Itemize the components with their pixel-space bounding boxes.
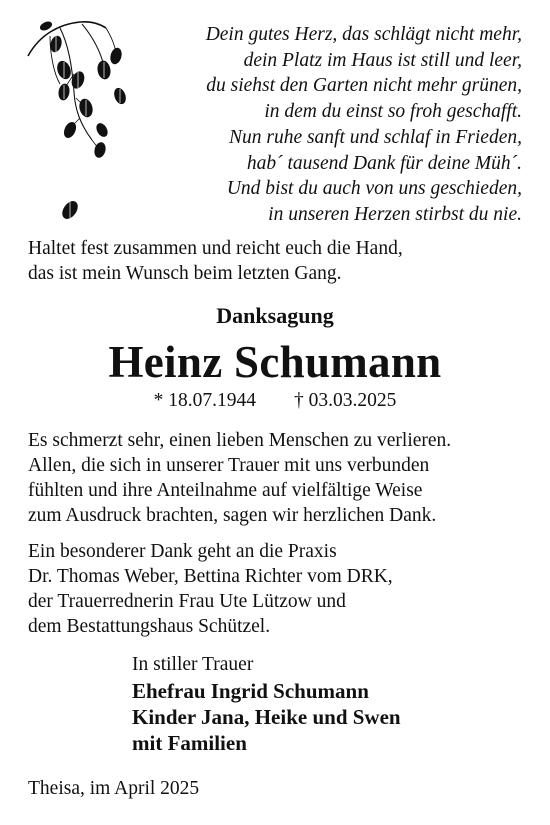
paragraph-line: Dr. Thomas Weber, Bettina Richter vom DRK,: [28, 566, 393, 587]
poem: [122, 22, 522, 228]
poem-line: Nun ruhe sanft und schlaf in Frieden,: [228, 126, 522, 148]
poem-line: hab´ tausend Dank für deine Müh´.: [246, 152, 522, 174]
paragraph-line: dem Bestattungshaus Schützel.: [28, 616, 271, 637]
heading: Danksagung: [216, 303, 334, 328]
special-thanks-paragraph: [28, 539, 393, 639]
poem-line: in unseren Herzen stirbst du nie.: [268, 203, 522, 225]
life-dates: [0, 389, 550, 413]
paragraph-line: fühlten und ihre Anteilnahme auf vielfältige Weise: [28, 480, 423, 501]
mourning-intro: In stiller Trauer: [132, 654, 254, 675]
mourner-line: Kinder Jana, Heike und Swen: [132, 705, 401, 729]
poem-line: in dem du einst so froh geschafft.: [264, 101, 522, 123]
paragraph-line: Es schmerzt sehr, einen lieben Menschen zu verlieren.: [28, 430, 452, 451]
mourner-line: mit Familien: [132, 731, 247, 755]
wish-line: Haltet fest zusammen und reicht euch die Hand,: [28, 238, 403, 259]
paragraph-line: zum Ausdruck brachten, sagen wir herzlichen Dank.: [28, 505, 437, 526]
thanks-paragraph: [28, 428, 451, 528]
paragraph-line: Allen, die sich in unserer Trauer mit uns verbunden: [28, 455, 430, 476]
birth-date: * 18.07.1944: [153, 390, 256, 411]
mourners-block: [132, 652, 401, 756]
paragraph-line: der Trauerrednerin Frau Ute Lützow und: [28, 591, 346, 612]
wish-line: das ist mein Wunsch beim letzten Gang.: [28, 263, 342, 284]
deceased-name: Heinz Schumann: [108, 337, 442, 387]
death-date: † 03.03.2025: [294, 390, 397, 411]
poem-line: du siehst den Garten nicht mehr grünen,: [206, 75, 522, 97]
poem-line: Dein gutes Herz, das schlägt nicht mehr,: [205, 24, 522, 45]
place-date: Theisa, im April 2025: [28, 778, 200, 799]
poem-line: Und bist du auch von uns geschieden,: [226, 178, 522, 200]
paragraph-line: Ein besonderer Dank geht an die Praxis: [28, 541, 337, 562]
mourner-line: Ehefrau Ingrid Schumann: [132, 679, 369, 703]
wish-text: [28, 236, 403, 286]
poem-line: dein Platz im Haus ist still und leer,: [243, 49, 522, 71]
